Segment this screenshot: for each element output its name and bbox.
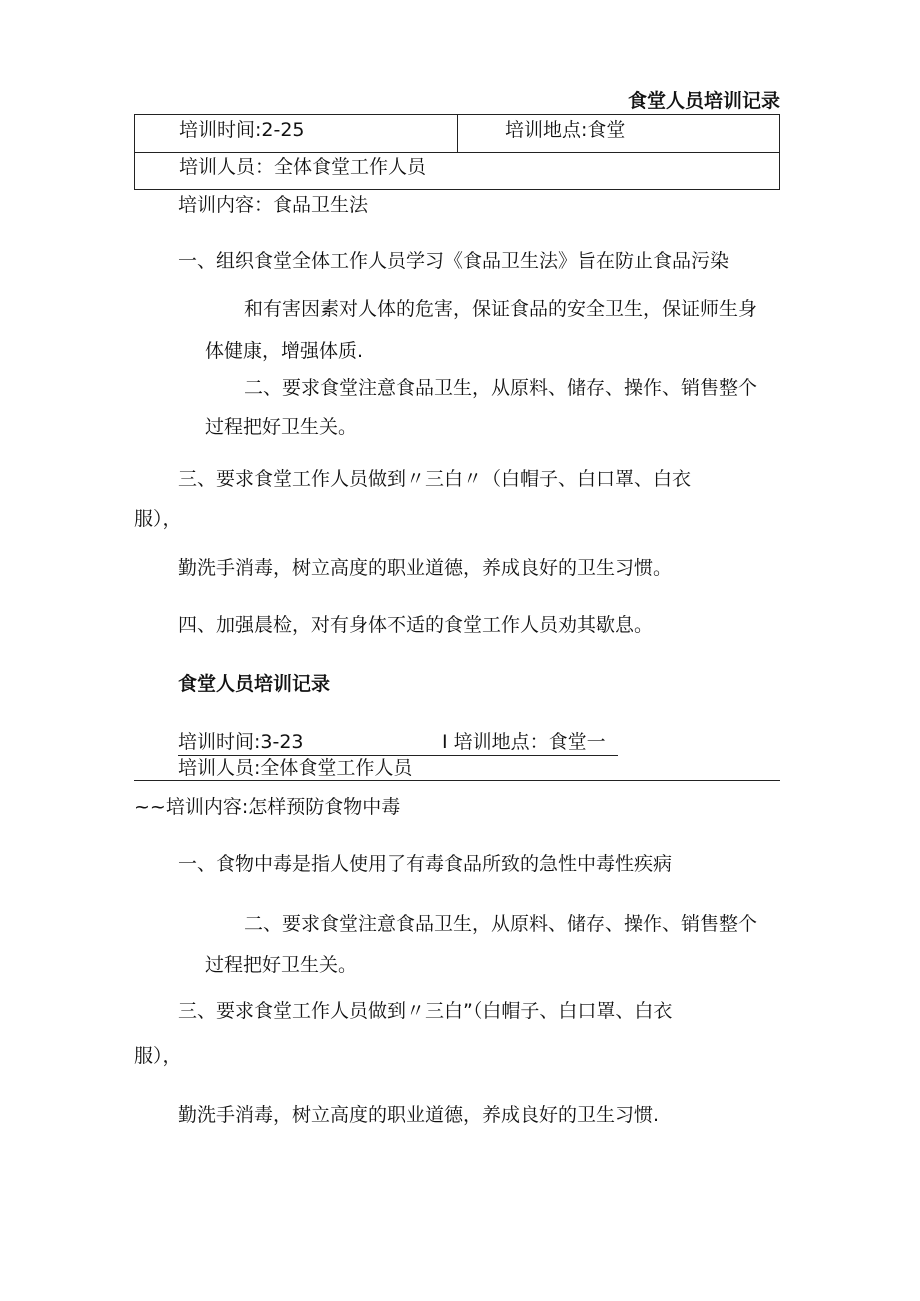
record1-time: 培训时间:2-25 — [179, 119, 305, 141]
record1-personnel: 培训人员：全体食堂工作人员 — [179, 156, 427, 178]
record1-content: 培训内容：食品卫生法 — [178, 194, 369, 216]
record2-location: I 培训地点：食堂一 — [442, 731, 606, 753]
table-divider-vertical — [457, 115, 458, 152]
record2-personnel: 培训人员:全体食堂工作人员 — [178, 757, 413, 779]
record2-paragraph-3-line-1: 三、要求食堂工作人员做到〃三白”（白帽子、白口罩、白衣 — [178, 1000, 673, 1022]
record2-title: 食堂人员培训记录 — [178, 673, 331, 695]
record1-paragraph-2-line-1: 二、要求食堂注意食品卫生，从原料、储存、操作、销售整个 — [244, 377, 758, 399]
record1-info-table — [134, 114, 780, 190]
record1-paragraph-1-line-1: 一、组织食堂全体工作人员学习《食品卫生法》旨在防止食品污染 — [178, 250, 730, 272]
record2-paragraph-2-line-2: 过程把好卫生关。 — [205, 954, 358, 976]
record2-paragraph-1: 一、食物中毒是指人使用了有毒食品所致的急性中毒性疾病 — [178, 853, 673, 875]
record2-underline — [178, 755, 618, 756]
record1-paragraph-2-line-2: 过程把好卫生关。 — [205, 416, 358, 438]
record2-paragraph-3-line-2: 服）， — [134, 1045, 182, 1067]
record2-paragraph-4: 勤洗手消毒，树立高度的职业道德，养成良好的卫生习惯. — [178, 1104, 660, 1126]
record2-time: 培训时间:3-23 — [178, 731, 304, 753]
record2-content: ~~培训内容:怎样预防食物中毒 — [134, 796, 401, 818]
record1-title: 食堂人员培训记录 — [627, 90, 780, 112]
record1-paragraph-1-line-2: 和有害因素对人体的危害，保证食品的安全卫生，保证师生身 — [244, 298, 758, 320]
record1-paragraph-4: 勤洗手消毒，树立高度的职业道德，养成良好的卫生习惯。 — [178, 557, 673, 579]
record1-paragraph-5: 四、加强晨检，对有身体不适的食堂工作人员劝其歇息。 — [178, 614, 654, 636]
record1-paragraph-1-line-3: 体健康，增强体质. — [205, 340, 364, 362]
record1-paragraph-3-line-2: 服）， — [134, 508, 182, 530]
record2-divider — [134, 780, 780, 781]
record2-paragraph-2-line-1: 二、要求食堂注意食品卫生，从原料、储存、操作、销售整个 — [244, 913, 758, 935]
record1-location: 培训地点:食堂 — [505, 119, 626, 141]
record1-paragraph-3-line-1: 三、要求食堂工作人员做到〃三白〃（白帽子、白口罩、白衣 — [178, 468, 692, 490]
table-divider-horizontal — [135, 152, 779, 153]
